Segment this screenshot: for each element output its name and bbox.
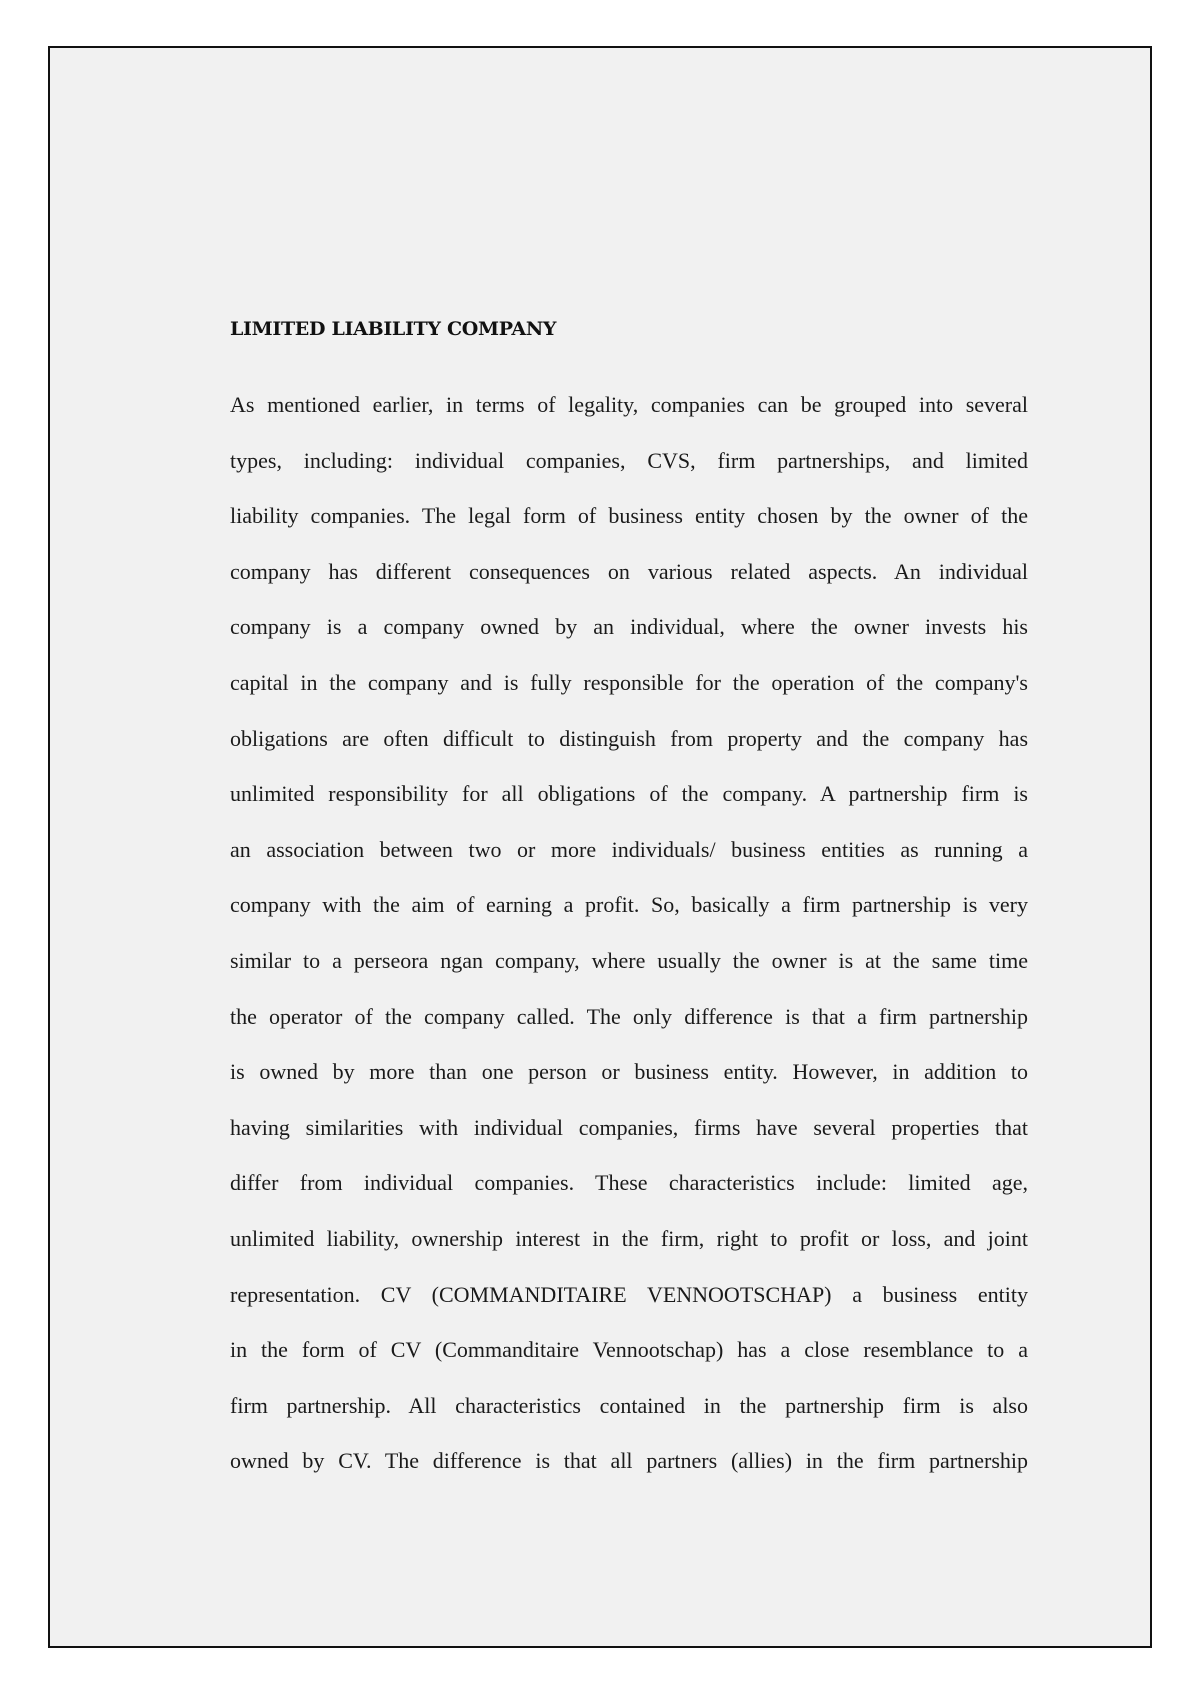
text-line: having similarities with individual companies, firms have several properties that xyxy=(230,1114,1028,1140)
document-page xyxy=(48,46,1152,1648)
text-line: representation. CV (COMMANDITAIRE VENNOOTSCHAP) a business entity xyxy=(230,1281,1028,1307)
section-heading: LIMITED LIABILITY COMPANY xyxy=(230,318,557,340)
text-line: unlimited responsibility for all obligations of the company. A partnership firm is xyxy=(230,781,1028,807)
text-line: an association between two or more individuals/ business entities as running a xyxy=(230,836,1028,862)
text-line: obligations are often difficult to distinguish from property and the company has xyxy=(230,725,1028,751)
text-line: owned by CV. The difference is that all partners (allies) in the firm partnership xyxy=(230,1448,1028,1474)
text-line: company with the aim of earning a profit. So, basically a firm partnership is very xyxy=(230,892,1028,918)
text-line: unlimited liability, ownership interest in the firm, right to profit or loss, and joint xyxy=(230,1225,1028,1251)
text-line: firm partnership. All characteristics contained in the partnership firm is also xyxy=(230,1392,1028,1418)
text-line: the operator of the company called. The only difference is that a firm partnership xyxy=(230,1003,1028,1029)
text-line: is owned by more than one person or business entity. However, in addition to xyxy=(230,1059,1028,1085)
text-line: company is a company owned by an individual, where the owner invests his xyxy=(230,614,1028,640)
text-line: types, including: individual companies, CVS, firm partnerships, and limited xyxy=(230,447,1028,473)
text-line: in the form of CV (Commanditaire Vennootschap) has a close resemblance to a xyxy=(230,1337,1028,1363)
text-line: liability companies. The legal form of business entity chosen by the owner of the xyxy=(230,503,1028,529)
text-line: company has different consequences on various related aspects. An individual xyxy=(230,558,1028,584)
text-line: differ from individual companies. These characteristics include: limited age, xyxy=(230,1170,1028,1196)
body-paragraph xyxy=(230,377,1028,1489)
text-line: similar to a perseora ngan company, where usually the owner is at the same time xyxy=(230,947,1028,973)
text-line: capital in the company and is fully responsible for the operation of the company's xyxy=(230,669,1028,695)
text-line: As mentioned earlier, in terms of legality, companies can be grouped into several xyxy=(230,392,1028,417)
